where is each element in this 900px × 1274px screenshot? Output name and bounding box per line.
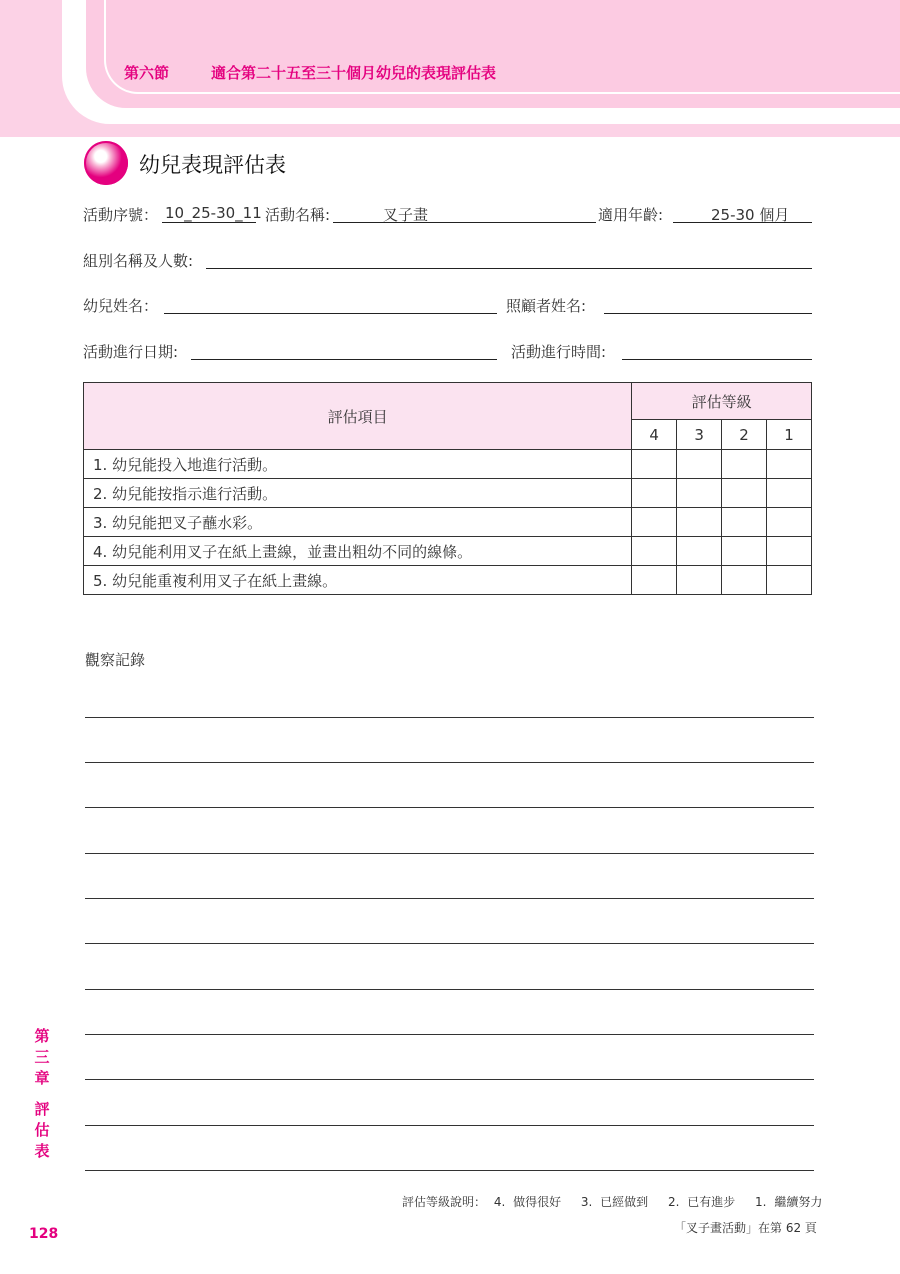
grade-cell[interactable] <box>632 479 677 508</box>
grade-cell[interactable] <box>632 537 677 566</box>
grade-cell[interactable] <box>722 450 767 479</box>
grade-cell[interactable] <box>677 479 722 508</box>
grade-cell[interactable] <box>722 537 767 566</box>
section-label: 第六節 <box>124 64 170 82</box>
observation-line[interactable] <box>85 1170 814 1171</box>
activity-no-field[interactable] <box>162 202 262 223</box>
item-text: 4. 幼兒能利用叉子在紙上畫線，並畫出粗幼不同的線條。 <box>84 537 632 566</box>
page-number: 128 <box>29 1226 59 1242</box>
grade-cell[interactable] <box>677 566 722 595</box>
observation-line[interactable] <box>85 1079 814 1080</box>
age-field[interactable] <box>673 202 812 223</box>
age-value: 25-30 個月 <box>711 206 790 224</box>
activity-no-value: 10_25-30_11 <box>165 204 262 222</box>
group-field[interactable] <box>206 248 812 269</box>
grade-legend: 評估等級說明： 4. 做得很好 3. 已經做到 2. 已有進步 1. 繼續努力 <box>402 1195 823 1209</box>
section-title: 適合第二十五至三十個月幼兒的表現評估表 <box>211 64 497 82</box>
page-reference: 「叉子畫活動」在第 62 頁 <box>674 1221 817 1235</box>
grade-cell[interactable] <box>767 450 812 479</box>
grade-col-2: 2 <box>722 420 767 450</box>
age-label: 適用年齡: <box>598 206 664 224</box>
item-text: 5. 幼兒能重複利用叉子在紙上畫線。 <box>84 566 632 595</box>
table-row <box>84 537 812 566</box>
grade-cell[interactable] <box>677 508 722 537</box>
grade-cell[interactable] <box>767 537 812 566</box>
date-label: 活動進行日期: <box>83 343 179 361</box>
side-chapter-label <box>33 1026 51 1162</box>
grade-cell[interactable] <box>632 566 677 595</box>
time-label: 活動進行時間: <box>511 343 607 361</box>
activity-name-label: 活動名稱: <box>265 206 331 224</box>
form-title: 幼兒表現評估表 <box>139 153 286 177</box>
grade-cell[interactable] <box>722 479 767 508</box>
bullet-ball-icon <box>84 141 128 185</box>
grade-cell[interactable] <box>632 508 677 537</box>
child-name-field[interactable] <box>164 293 497 314</box>
group-label: 組別名稱及人數: <box>83 252 194 270</box>
observation-line[interactable] <box>85 989 814 990</box>
observation-line[interactable] <box>85 853 814 854</box>
evaluation-table <box>83 382 812 595</box>
table-row <box>84 508 812 537</box>
item-text: 1. 幼兒能投入地進行活動。 <box>84 450 632 479</box>
chapter-name: 評 估 表 <box>34 1100 50 1160</box>
observation-line[interactable] <box>85 943 814 944</box>
date-field[interactable] <box>191 339 497 360</box>
grade-header: 評估等級 <box>632 383 812 420</box>
item-text: 3. 幼兒能把叉子蘸水彩。 <box>84 508 632 537</box>
observation-line[interactable] <box>85 1034 814 1035</box>
activity-name-value: 叉子畫 <box>383 206 429 224</box>
item-header: 評估項目 <box>84 383 632 450</box>
grade-cell[interactable] <box>677 450 722 479</box>
item-text: 2. 幼兒能按指示進行活動。 <box>84 479 632 508</box>
table-row <box>84 566 812 595</box>
observation-line[interactable] <box>85 898 814 899</box>
grade-cell[interactable] <box>767 479 812 508</box>
carer-name-field[interactable] <box>604 293 812 314</box>
observation-line[interactable] <box>85 762 814 763</box>
grade-cell[interactable] <box>722 508 767 537</box>
activity-name-field[interactable] <box>333 202 596 223</box>
table-row <box>84 479 812 508</box>
grade-col-1: 1 <box>767 420 812 450</box>
child-name-label: 幼兒姓名： <box>83 297 159 315</box>
grade-cell[interactable] <box>767 508 812 537</box>
time-field[interactable] <box>622 339 812 360</box>
table-row <box>84 450 812 479</box>
observation-line[interactable] <box>85 807 814 808</box>
grade-cell[interactable] <box>632 450 677 479</box>
observation-line[interactable] <box>85 717 814 718</box>
grade-cell[interactable] <box>677 537 722 566</box>
chapter-number: 第 三 章 <box>34 1027 50 1087</box>
activity-no-label: 活動序號： <box>83 206 159 224</box>
grade-col-4: 4 <box>632 420 677 450</box>
observation-title: 觀察記錄 <box>85 651 146 669</box>
observation-line[interactable] <box>85 1125 814 1126</box>
carer-name-label: 照顧者姓名: <box>506 297 587 315</box>
grade-cell[interactable] <box>722 566 767 595</box>
grade-col-3: 3 <box>677 420 722 450</box>
grade-cell[interactable] <box>767 566 812 595</box>
